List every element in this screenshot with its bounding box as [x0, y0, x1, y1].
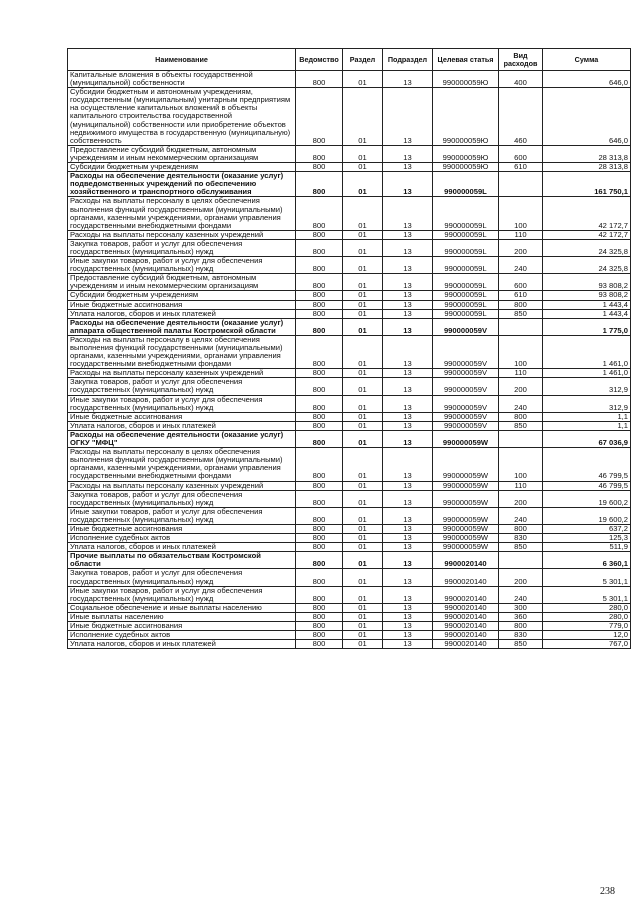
- cell-dept: 800: [296, 318, 343, 335]
- cell-name: Капитальные вложения в объекты государственной (муниципальной) собственности: [68, 71, 296, 88]
- cell-subsection: 13: [383, 395, 433, 412]
- cell-subsection: 13: [383, 335, 433, 368]
- cell-subsection: 13: [383, 524, 433, 533]
- cell-subsection: 13: [383, 163, 433, 172]
- table-row: [68, 239, 631, 256]
- cell-name: Закупка товаров, работ и услуг для обеспечения государственных (муниципальных) нужд: [68, 490, 296, 507]
- cell-name: Исполнение судебных актов: [68, 631, 296, 640]
- cell-type: 850: [499, 640, 543, 649]
- cell-name: Предоставление субсидий бюджетным, автономным учреждениям и иным некоммерческим организациям: [68, 274, 296, 291]
- cell-type: 400: [499, 71, 543, 88]
- header-section: Раздел: [343, 49, 383, 71]
- table-row: [68, 88, 631, 146]
- cell-type: 600: [499, 145, 543, 162]
- cell-name: Иные бюджетные ассигнования: [68, 622, 296, 631]
- cell-section: 01: [343, 421, 383, 430]
- cell-type: 800: [499, 622, 543, 631]
- cell-type: 240: [499, 257, 543, 274]
- cell-sum: 5 301,1: [543, 586, 631, 603]
- cell-sum: 312,9: [543, 378, 631, 395]
- table-row: [68, 378, 631, 395]
- cell-section: 01: [343, 257, 383, 274]
- cell-dept: 800: [296, 534, 343, 543]
- header-dept: Ведомство: [296, 49, 343, 71]
- table-row: [68, 640, 631, 649]
- cell-dept: 800: [296, 335, 343, 368]
- cell-type: 100: [499, 448, 543, 481]
- cell-target: 990000059V: [433, 318, 499, 335]
- cell-target: 990000059W: [433, 524, 499, 533]
- cell-target: 9900020140: [433, 552, 499, 569]
- cell-sum: 5 301,1: [543, 569, 631, 586]
- cell-sum: 12,0: [543, 631, 631, 640]
- cell-subsection: 13: [383, 378, 433, 395]
- cell-name: Закупка товаров, работ и услуг для обеспечения государственных (муниципальных) нужд: [68, 378, 296, 395]
- table-row: [68, 309, 631, 318]
- cell-section: 01: [343, 534, 383, 543]
- header-row: [68, 49, 631, 71]
- cell-type: 240: [499, 586, 543, 603]
- cell-target: 990000059L: [433, 291, 499, 300]
- cell-type: [499, 430, 543, 447]
- cell-type: 200: [499, 378, 543, 395]
- cell-section: 01: [343, 239, 383, 256]
- cell-dept: 800: [296, 309, 343, 318]
- cell-sum: 767,0: [543, 640, 631, 649]
- cell-name: Субсидии бюджетным и автономным учреждениям, государственным (муниципальным) унитарным предприятиям на осуществление капитальных вложений в объекты капитального строительства государственной (муниципальной) собственности или приобретение объектов недвижимого имущества в государственную (муниципальную) собственность: [68, 88, 296, 146]
- cell-target: 990000059W: [433, 507, 499, 524]
- cell-type: 800: [499, 412, 543, 421]
- cell-sum: 779,0: [543, 622, 631, 631]
- cell-dept: 800: [296, 369, 343, 378]
- cell-subsection: 13: [383, 612, 433, 621]
- cell-target: 990000059V: [433, 335, 499, 368]
- cell-subsection: 13: [383, 586, 433, 603]
- cell-section: 01: [343, 640, 383, 649]
- cell-name: Иные бюджетные ассигнования: [68, 524, 296, 533]
- cell-section: 01: [343, 88, 383, 146]
- cell-target: 990000059L: [433, 274, 499, 291]
- cell-sum: 24 325,8: [543, 257, 631, 274]
- cell-section: 01: [343, 612, 383, 621]
- cell-type: 200: [499, 490, 543, 507]
- cell-section: 01: [343, 507, 383, 524]
- table-row: [68, 145, 631, 162]
- cell-type: 240: [499, 395, 543, 412]
- table-header: [68, 49, 631, 71]
- cell-target: 990000059V: [433, 421, 499, 430]
- cell-target: 990000059V: [433, 378, 499, 395]
- cell-type: 830: [499, 631, 543, 640]
- cell-dept: 800: [296, 569, 343, 586]
- cell-name: Иные бюджетные ассигнования: [68, 412, 296, 421]
- cell-subsection: 13: [383, 274, 433, 291]
- cell-dept: 800: [296, 197, 343, 230]
- cell-sum: 511,9: [543, 543, 631, 552]
- cell-type: 300: [499, 603, 543, 612]
- cell-type: [499, 552, 543, 569]
- cell-type: 200: [499, 239, 543, 256]
- cell-name: Предоставление субсидий бюджетным, автономным учреждениям и иным некоммерческим организациям: [68, 145, 296, 162]
- cell-type: 200: [499, 569, 543, 586]
- cell-section: 01: [343, 552, 383, 569]
- cell-target: 990000059L: [433, 300, 499, 309]
- table-row: [68, 552, 631, 569]
- cell-type: 460: [499, 88, 543, 146]
- cell-target: 990000059Ю: [433, 71, 499, 88]
- cell-subsection: 13: [383, 490, 433, 507]
- table-row: [68, 335, 631, 368]
- cell-section: 01: [343, 430, 383, 447]
- cell-type: 240: [499, 507, 543, 524]
- table-row: [68, 300, 631, 309]
- cell-section: 01: [343, 412, 383, 421]
- cell-section: 01: [343, 309, 383, 318]
- cell-type: [499, 318, 543, 335]
- cell-target: 9900020140: [433, 631, 499, 640]
- cell-subsection: 13: [383, 71, 433, 88]
- cell-section: 01: [343, 378, 383, 395]
- cell-sum: 312,9: [543, 395, 631, 412]
- cell-sum: 28 313,8: [543, 163, 631, 172]
- cell-subsection: 13: [383, 603, 433, 612]
- cell-section: 01: [343, 335, 383, 368]
- cell-type: 800: [499, 300, 543, 309]
- cell-dept: 800: [296, 586, 343, 603]
- cell-subsection: 13: [383, 448, 433, 481]
- cell-type: 610: [499, 291, 543, 300]
- cell-section: 01: [343, 291, 383, 300]
- cell-subsection: 13: [383, 197, 433, 230]
- cell-subsection: 13: [383, 412, 433, 421]
- cell-subsection: 13: [383, 430, 433, 447]
- cell-subsection: 13: [383, 631, 433, 640]
- cell-target: 990000059V: [433, 412, 499, 421]
- cell-sum: 28 313,8: [543, 145, 631, 162]
- cell-dept: 800: [296, 163, 343, 172]
- table-row: [68, 448, 631, 481]
- cell-subsection: 13: [383, 145, 433, 162]
- cell-target: 990000059W: [433, 534, 499, 543]
- cell-dept: 800: [296, 274, 343, 291]
- header-target: Целевая статья: [433, 49, 499, 71]
- table-row: [68, 412, 631, 421]
- table-row: [68, 230, 631, 239]
- cell-name: Исполнение судебных актов: [68, 534, 296, 543]
- cell-type: 360: [499, 612, 543, 621]
- cell-subsection: 13: [383, 569, 433, 586]
- cell-name: Уплата налогов, сборов и иных платежей: [68, 543, 296, 552]
- table-row: [68, 291, 631, 300]
- cell-type: 850: [499, 421, 543, 430]
- table-row: [68, 481, 631, 490]
- cell-dept: 800: [296, 300, 343, 309]
- cell-sum: 1 443,4: [543, 309, 631, 318]
- cell-section: 01: [343, 524, 383, 533]
- cell-dept: 800: [296, 257, 343, 274]
- cell-name: Иные закупки товаров, работ и услуг для обеспечения государственных (муниципальных) нужд: [68, 257, 296, 274]
- cell-section: 01: [343, 145, 383, 162]
- cell-dept: 800: [296, 395, 343, 412]
- cell-dept: 800: [296, 71, 343, 88]
- cell-target: 990000059W: [433, 543, 499, 552]
- table-row: [68, 318, 631, 335]
- cell-sum: 19 600,2: [543, 490, 631, 507]
- cell-subsection: 13: [383, 481, 433, 490]
- cell-type: 600: [499, 274, 543, 291]
- cell-target: 9900020140: [433, 640, 499, 649]
- cell-sum: 42 172,7: [543, 230, 631, 239]
- cell-section: 01: [343, 71, 383, 88]
- cell-name: Закупка товаров, работ и услуг для обеспечения государственных (муниципальных) нужд: [68, 239, 296, 256]
- cell-sum: 1,1: [543, 412, 631, 421]
- cell-sum: 280,0: [543, 612, 631, 621]
- cell-subsection: 13: [383, 369, 433, 378]
- cell-target: 990000059L: [433, 230, 499, 239]
- table-body: [68, 71, 631, 649]
- cell-subsection: 13: [383, 640, 433, 649]
- cell-name: Субсидии бюджетным учреждениям: [68, 291, 296, 300]
- cell-target: 990000059W: [433, 490, 499, 507]
- cell-name: Расходы на выплаты персоналу в целях обеспечения выполнения функций государственными (муниципальными) органами, казенными учреждениями, органами управления государственными внебюджетными фондами: [68, 335, 296, 368]
- cell-sum: 6 360,1: [543, 552, 631, 569]
- cell-section: 01: [343, 318, 383, 335]
- cell-name: Расходы на выплаты персоналу в целях обеспечения выполнения функций государственными (муниципальными) органами, казенными учреждениями, органами управления государственными внебюджетными фондами: [68, 448, 296, 481]
- cell-type: 850: [499, 543, 543, 552]
- cell-subsection: 13: [383, 88, 433, 146]
- cell-target: 990000059L: [433, 172, 499, 197]
- cell-target: 9900020140: [433, 622, 499, 631]
- cell-dept: 800: [296, 507, 343, 524]
- cell-dept: 800: [296, 622, 343, 631]
- table-row: [68, 430, 631, 447]
- cell-type: 850: [499, 309, 543, 318]
- cell-type: 110: [499, 481, 543, 490]
- cell-target: 9900020140: [433, 603, 499, 612]
- cell-section: 01: [343, 300, 383, 309]
- table-row: [68, 172, 631, 197]
- table-row: [68, 274, 631, 291]
- cell-name: Иные закупки товаров, работ и услуг для обеспечения государственных (муниципальных) нужд: [68, 586, 296, 603]
- cell-target: 990000059L: [433, 309, 499, 318]
- cell-name: Уплата налогов, сборов и иных платежей: [68, 421, 296, 430]
- cell-name: Иные бюджетные ассигнования: [68, 300, 296, 309]
- cell-sum: 280,0: [543, 603, 631, 612]
- cell-subsection: 13: [383, 239, 433, 256]
- cell-target: 990000059V: [433, 395, 499, 412]
- cell-name: Субсидии бюджетным учреждениям: [68, 163, 296, 172]
- table-row: [68, 257, 631, 274]
- cell-subsection: 13: [383, 318, 433, 335]
- cell-section: 01: [343, 622, 383, 631]
- cell-sum: 19 600,2: [543, 507, 631, 524]
- header-sum: Сумма: [543, 49, 631, 71]
- cell-dept: 800: [296, 524, 343, 533]
- cell-dept: 800: [296, 421, 343, 430]
- cell-subsection: 13: [383, 543, 433, 552]
- table-row: [68, 507, 631, 524]
- cell-dept: 800: [296, 430, 343, 447]
- cell-section: 01: [343, 448, 383, 481]
- cell-dept: 800: [296, 640, 343, 649]
- cell-sum: 1 461,0: [543, 369, 631, 378]
- cell-name: Расходы на обеспечение деятельности (оказание услуг) аппарата общественной палаты Костромской области: [68, 318, 296, 335]
- cell-section: 01: [343, 631, 383, 640]
- cell-type: [499, 172, 543, 197]
- cell-dept: 800: [296, 378, 343, 395]
- cell-name: Прочие выплаты по обязательствам Костромской области: [68, 552, 296, 569]
- cell-sum: 67 036,9: [543, 430, 631, 447]
- cell-dept: 800: [296, 543, 343, 552]
- cell-target: 9900020140: [433, 586, 499, 603]
- cell-sum: 646,0: [543, 88, 631, 146]
- cell-dept: 800: [296, 172, 343, 197]
- cell-sum: 93 808,2: [543, 274, 631, 291]
- table-row: [68, 569, 631, 586]
- cell-name: Уплата налогов, сборов и иных платежей: [68, 640, 296, 649]
- cell-section: 01: [343, 569, 383, 586]
- cell-sum: 1 443,4: [543, 300, 631, 309]
- cell-subsection: 13: [383, 622, 433, 631]
- cell-name: Расходы на выплаты персоналу в целях обеспечения выполнения функций государственными (муниципальными) органами, казенными учреждениями, органами управления государственными внебюджетными фондами: [68, 197, 296, 230]
- cell-type: 610: [499, 163, 543, 172]
- cell-subsection: 13: [383, 507, 433, 524]
- cell-type: 800: [499, 524, 543, 533]
- cell-target: 990000059W: [433, 448, 499, 481]
- cell-type: 110: [499, 369, 543, 378]
- cell-sum: 637,2: [543, 524, 631, 533]
- cell-target: 990000059L: [433, 239, 499, 256]
- cell-dept: 800: [296, 612, 343, 621]
- cell-section: 01: [343, 172, 383, 197]
- cell-name: Расходы на обеспечение деятельности (оказание услуг) ОГКУ "МФЦ": [68, 430, 296, 447]
- cell-target: 990000059Ю: [433, 145, 499, 162]
- cell-sum: 46 799,5: [543, 481, 631, 490]
- cell-sum: 93 808,2: [543, 291, 631, 300]
- cell-dept: 800: [296, 603, 343, 612]
- cell-sum: 646,0: [543, 71, 631, 88]
- cell-name: Расходы на выплаты персоналу казенных учреждений: [68, 369, 296, 378]
- cell-target: 9900020140: [433, 612, 499, 621]
- cell-target: 990000059L: [433, 257, 499, 274]
- cell-subsection: 13: [383, 172, 433, 197]
- cell-section: 01: [343, 481, 383, 490]
- cell-target: 990000059Ю: [433, 163, 499, 172]
- table-row: [68, 490, 631, 507]
- cell-sum: 1 461,0: [543, 335, 631, 368]
- cell-name: Иные выплаты населению: [68, 612, 296, 621]
- cell-sum: 1,1: [543, 421, 631, 430]
- cell-section: 01: [343, 197, 383, 230]
- header-subsection: Подраздел: [383, 49, 433, 71]
- cell-subsection: 13: [383, 309, 433, 318]
- cell-subsection: 13: [383, 552, 433, 569]
- cell-type: 100: [499, 335, 543, 368]
- cell-subsection: 13: [383, 257, 433, 274]
- cell-subsection: 13: [383, 291, 433, 300]
- cell-name: Расходы на выплаты персоналу казенных учреждений: [68, 481, 296, 490]
- cell-name: Расходы на выплаты персоналу казенных учреждений: [68, 230, 296, 239]
- table-row: [68, 71, 631, 88]
- cell-sum: 24 325,8: [543, 239, 631, 256]
- cell-dept: 800: [296, 631, 343, 640]
- cell-sum: 1 775,0: [543, 318, 631, 335]
- cell-subsection: 13: [383, 534, 433, 543]
- cell-subsection: 13: [383, 300, 433, 309]
- budget-table: [67, 48, 631, 649]
- cell-target: 9900020140: [433, 569, 499, 586]
- header-type: Вид расходов: [499, 49, 543, 71]
- cell-section: 01: [343, 586, 383, 603]
- cell-dept: 800: [296, 490, 343, 507]
- cell-section: 01: [343, 395, 383, 412]
- cell-section: 01: [343, 274, 383, 291]
- cell-name: Уплата налогов, сборов и иных платежей: [68, 309, 296, 318]
- cell-dept: 800: [296, 145, 343, 162]
- table-row: [68, 395, 631, 412]
- cell-section: 01: [343, 369, 383, 378]
- cell-sum: 125,3: [543, 534, 631, 543]
- cell-target: 990000059Ю: [433, 88, 499, 146]
- cell-name: Расходы на обеспечение деятельности (оказание услуг) подведомственных учреждений по обеспечению хозяйственного и транспортного обслуживания: [68, 172, 296, 197]
- cell-section: 01: [343, 163, 383, 172]
- cell-section: 01: [343, 603, 383, 612]
- cell-dept: 800: [296, 239, 343, 256]
- cell-type: 830: [499, 534, 543, 543]
- cell-dept: 800: [296, 230, 343, 239]
- cell-section: 01: [343, 543, 383, 552]
- header-name: Наименование: [68, 49, 296, 71]
- cell-target: 990000059W: [433, 430, 499, 447]
- cell-type: 100: [499, 197, 543, 230]
- cell-subsection: 13: [383, 421, 433, 430]
- cell-name: Закупка товаров, работ и услуг для обеспечения государственных (муниципальных) нужд: [68, 569, 296, 586]
- cell-dept: 800: [296, 88, 343, 146]
- cell-name: Иные закупки товаров, работ и услуг для обеспечения государственных (муниципальных) нужд: [68, 507, 296, 524]
- cell-dept: 800: [296, 291, 343, 300]
- cell-target: 990000059V: [433, 369, 499, 378]
- cell-dept: 800: [296, 481, 343, 490]
- cell-sum: 161 750,1: [543, 172, 631, 197]
- cell-name: Социальное обеспечение и иные выплаты населению: [68, 603, 296, 612]
- cell-sum: 42 172,7: [543, 197, 631, 230]
- cell-subsection: 13: [383, 230, 433, 239]
- page-number: 238: [600, 886, 615, 897]
- cell-dept: 800: [296, 448, 343, 481]
- cell-dept: 800: [296, 552, 343, 569]
- cell-target: 990000059W: [433, 481, 499, 490]
- cell-sum: 46 799,5: [543, 448, 631, 481]
- cell-section: 01: [343, 490, 383, 507]
- cell-type: 110: [499, 230, 543, 239]
- cell-name: Иные закупки товаров, работ и услуг для обеспечения государственных (муниципальных) нужд: [68, 395, 296, 412]
- cell-section: 01: [343, 230, 383, 239]
- cell-dept: 800: [296, 412, 343, 421]
- table-row: [68, 586, 631, 603]
- cell-target: 990000059L: [433, 197, 499, 230]
- table-row: [68, 197, 631, 230]
